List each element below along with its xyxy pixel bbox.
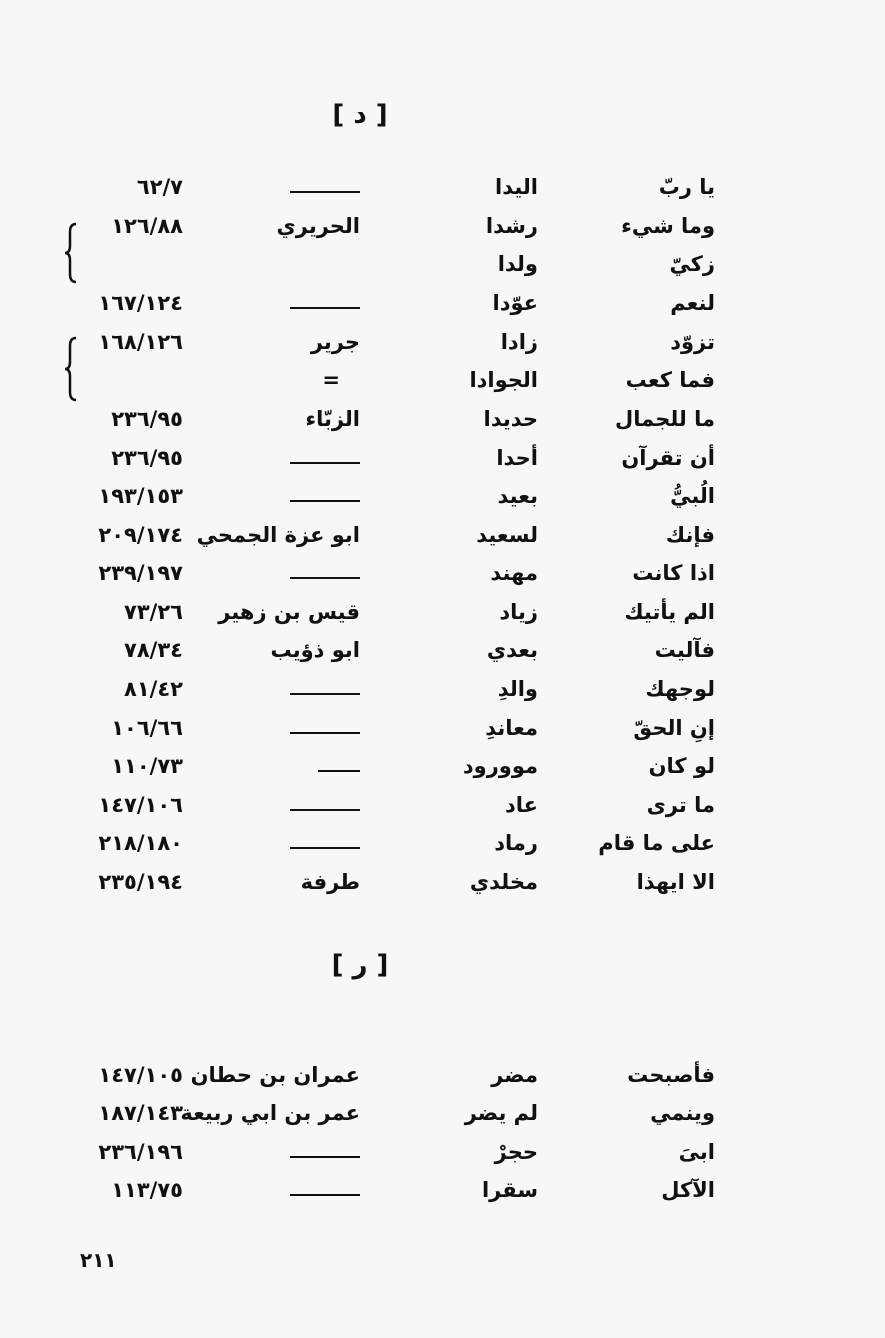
poet-unknown-dash <box>290 307 360 309</box>
poet-unknown-dash <box>290 1156 360 1158</box>
index-row <box>0 600 885 630</box>
first-word: وما شيء <box>621 214 715 238</box>
first-word: فإنك <box>665 523 715 547</box>
first-word: الآكل <box>661 1178 715 1202</box>
rhyme-word: زياد <box>499 600 538 624</box>
poet-unknown-dash <box>290 462 360 464</box>
first-word: إنِ الحقّ <box>633 716 715 740</box>
rhyme-word: حجرْ <box>494 1140 538 1164</box>
page-reference: ٢٣٩/١٩٧ <box>98 561 183 585</box>
first-word: يا ربّ <box>658 175 715 199</box>
poet-name: طرفة <box>300 870 360 894</box>
page-reference: ١١٣/٧٥ <box>111 1178 183 1202</box>
page-reference: ٢١٨/١٨٠ <box>98 831 183 855</box>
index-row <box>0 754 885 784</box>
index-row <box>0 716 885 746</box>
page-reference: ١٠٦/٦٦ <box>111 716 183 740</box>
index-row <box>0 446 885 476</box>
first-word: فما كعب <box>625 368 715 392</box>
index-row <box>0 252 885 282</box>
page-reference: ٢٣٦/٩٥ <box>111 446 183 470</box>
page-number: ٢١١ <box>80 1248 117 1272</box>
page-reference: ٧٣/٢٦ <box>124 600 183 624</box>
index-row <box>0 793 885 823</box>
rhyme-word: الجوادا <box>469 368 538 392</box>
poet-name: ابو عزة الجمحي <box>196 523 360 547</box>
poet-name: ابو ذؤيب <box>270 638 360 662</box>
rhyme-word: مضر <box>491 1063 538 1087</box>
index-row <box>0 677 885 707</box>
page-reference: ١٢٦/٨٨ <box>111 214 183 238</box>
poet-unknown-dash <box>290 191 360 193</box>
first-word: لو كان <box>648 754 715 778</box>
first-word: لنعم <box>670 291 715 315</box>
poet-unknown-dash <box>290 809 360 811</box>
rhyme-word: بعدي <box>486 638 538 662</box>
index-row <box>0 1140 885 1170</box>
index-row <box>0 291 885 321</box>
page-reference: ٧٨/٣٤ <box>124 638 183 662</box>
first-word: اذا كانت <box>632 561 715 585</box>
page-reference: ٢٣٦/٩٥ <box>111 407 183 431</box>
poet-name: الزبّاء <box>305 407 360 431</box>
rhyme-word: لسعيد <box>476 523 538 547</box>
poet-name: عمران بن حطان <box>190 1063 360 1087</box>
first-word: على ما قام <box>598 831 715 855</box>
poet-unknown-dash <box>290 577 360 579</box>
page-reference: ١٩٣/١٥٣ <box>98 484 183 508</box>
page-reference: ١٤٧/١٠٥ <box>98 1063 183 1087</box>
page-reference: ٢٣٦/١٩٦ <box>98 1140 183 1164</box>
poet-unknown-dash <box>290 847 360 849</box>
first-word: أن تقرآن <box>621 446 715 470</box>
page-reference: ١٦٧/١٢٤ <box>98 291 183 315</box>
index-row <box>0 330 885 360</box>
index-row <box>0 1101 885 1131</box>
poet-unknown-dash <box>290 693 360 695</box>
poet-unknown-dash <box>318 770 360 772</box>
section-header-dal: [ د ] <box>332 100 388 130</box>
index-row <box>0 523 885 553</box>
index-row <box>0 214 885 244</box>
rhyme-word: رشدا <box>485 214 538 238</box>
index-row <box>0 1178 885 1208</box>
first-word: الُبيُّ <box>670 484 715 508</box>
rhyme-word: زادا <box>500 330 538 354</box>
rhyme-word: مهند <box>490 561 538 585</box>
page-reference: ١٦٨/١٢٦ <box>98 330 183 354</box>
first-word: فأصبحت <box>627 1063 715 1087</box>
rhyme-word: والدِ <box>497 677 538 701</box>
page-reference: ٢٣٥/١٩٤ <box>98 870 183 894</box>
poet-name: عمر بن ابي ربيعة <box>180 1101 360 1125</box>
poet-unknown-dash <box>290 1194 360 1196</box>
index-row <box>0 407 885 437</box>
index-row <box>0 484 885 514</box>
first-word: الا ايهذا <box>636 870 715 894</box>
poet-unknown-dash <box>290 732 360 734</box>
index-row <box>0 831 885 861</box>
index-row <box>0 175 885 205</box>
page-reference: ١٨٧/١٤٣ <box>98 1101 183 1125</box>
rhyme-word: عاد <box>504 793 538 817</box>
poet-unknown-dash <box>290 500 360 502</box>
rhyme-word: عوّدا <box>492 291 538 315</box>
first-word: ما ترى <box>646 793 715 817</box>
first-word: ما للجمال <box>615 407 715 431</box>
first-word: زكيّ <box>669 252 715 276</box>
first-word: لوجهك <box>645 677 715 701</box>
rhyme-word: ولدا <box>497 252 538 276</box>
index-row <box>0 638 885 668</box>
page-reference: ١٤٧/١٠٦ <box>98 793 183 817</box>
rhyme-word: سقرا <box>481 1178 538 1202</box>
rhyme-word: موورود <box>462 754 538 778</box>
index-row <box>0 1063 885 1093</box>
index-row <box>0 368 885 398</box>
page-reference: ٢٠٩/١٧٤ <box>98 523 183 547</box>
page-reference: ٨١/٤٢ <box>124 677 183 701</box>
first-word: تزوّد <box>670 330 715 354</box>
poet-name: قيس بن زهير <box>218 600 360 624</box>
first-word: وينمي <box>650 1101 715 1125</box>
rhyme-word: اليدا <box>495 175 538 199</box>
rhyme-word: لم يضر <box>464 1101 538 1125</box>
rhyme-word: بعيد <box>497 484 538 508</box>
index-row <box>0 870 885 900</box>
poet-name: الحريري <box>276 214 360 238</box>
rhyme-word: رماد <box>494 831 538 855</box>
page-reference: ٦٢/٧ <box>136 175 183 199</box>
page-reference: ١١٠/٧٣ <box>111 754 183 778</box>
poet-name: جرير <box>310 330 360 354</box>
index-row <box>0 561 885 591</box>
ditto-mark: = <box>322 368 340 392</box>
first-word: ابىَ <box>678 1140 715 1164</box>
rhyme-word: مخلدي <box>469 870 538 894</box>
rhyme-word: معاندِ <box>485 716 538 740</box>
rhyme-word: حديدا <box>483 407 538 431</box>
first-word: الم يأتيك <box>624 600 715 624</box>
first-word: فآليت <box>654 638 715 662</box>
section-header-ra: [ ر ] <box>331 950 389 980</box>
rhyme-word: أحدا <box>496 446 538 470</box>
